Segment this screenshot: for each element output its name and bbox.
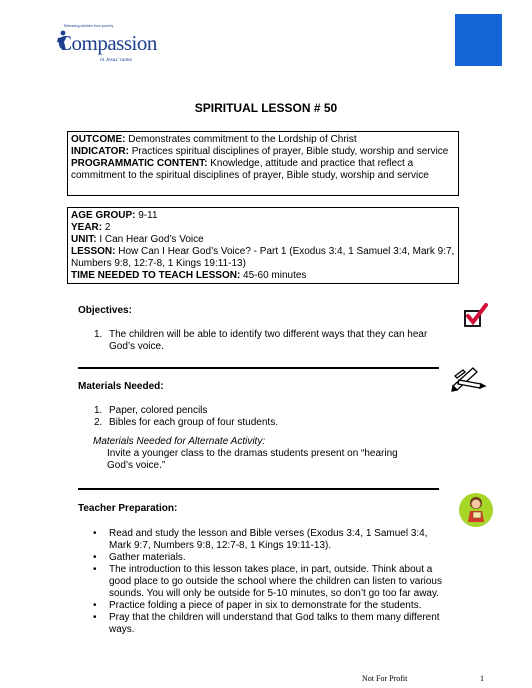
age-value: 9-11 (135, 210, 158, 221)
list-item (78, 600, 450, 612)
teacher-prep-section (78, 503, 450, 636)
unit-value: I Can Hear God’s Voice (96, 234, 204, 245)
indicator-line (71, 146, 455, 158)
section-divider (78, 488, 439, 490)
pencils-icon (451, 366, 487, 392)
unit-line (71, 234, 455, 246)
indicator-text: Practices spiritual disciplines of prayer, Bible study, worship and service (128, 146, 449, 157)
materials-section (78, 381, 440, 472)
bullet: • (93, 564, 97, 575)
lesson-label: LESSON: (71, 246, 116, 257)
outcome-line (71, 134, 455, 146)
year-value: 2 (102, 222, 111, 233)
alt-materials-heading: Materials Needed for Alternate Activity: (93, 436, 266, 447)
teacher-prep-heading: Teacher Preparation: (78, 503, 178, 514)
content-label: PROGRAMMATIC CONTENT: (71, 158, 208, 169)
list-number: 1. (94, 329, 103, 340)
teacher-icon (458, 492, 494, 528)
objective-text: The children will be able to identify two different ways that they can hear God’s voice. (109, 329, 428, 352)
lesson-line (71, 246, 455, 270)
outcome-label: OUTCOME: (71, 134, 126, 145)
content-text: Knowledge, attitude and practice that reflect a commitment to the spiritual disciplines of prayer, Bible study, worship and service (71, 158, 429, 181)
lesson-value: How Can I Hear God’s Voice? - Part 1 (Exodus 3:4, 1 Samuel 3:4, Mark 9:7, Numbers 9:8, 12:7-8, 1 Kings 19:11-13) (71, 246, 455, 269)
list-number: 1. (94, 405, 103, 416)
prep-text: Practice folding a piece of paper in six to demonstrate for the students. (109, 600, 422, 611)
objectives-heading: Objectives: (78, 305, 132, 316)
list-item (78, 405, 440, 417)
list-item (78, 528, 439, 552)
year-label: YEAR: (71, 222, 103, 233)
logo-tagline: in Jesus' name (100, 57, 133, 63)
brand-color-block (455, 14, 502, 66)
list-item (78, 564, 450, 600)
time-label: TIME NEEDED TO TEACH LESSON: (71, 270, 241, 281)
time-value: 45-60 minutes (240, 270, 307, 281)
bullet: • (93, 600, 97, 611)
compassion-logo (56, 24, 166, 68)
bullet: • (93, 528, 97, 539)
outcome-text: Demonstrates commitment to the Lordship of Christ (125, 134, 357, 145)
objectives-section (78, 305, 440, 353)
material-text: Bibles for each group of four students. (109, 417, 278, 428)
age-line (71, 210, 455, 222)
materials-heading: Materials Needed: (78, 381, 164, 392)
list-item (78, 552, 450, 564)
checkbox-icon (462, 303, 488, 329)
prep-text: Gather materials. (109, 552, 186, 563)
bullet: • (93, 612, 97, 623)
footer-note: Not For Profit (362, 674, 408, 683)
prep-text: The introduction to this lesson takes place, in part, outside. Think about a good place to go outside the school where the children can listen to various sounds. You will only be outside for 5-10 minutes, so don’t go too far away. (109, 564, 442, 599)
indicator-label: INDICATOR: (71, 146, 129, 157)
list-item (78, 417, 440, 429)
list-item (78, 612, 450, 636)
logo-small-text: Releasing children from poverty (64, 24, 114, 28)
lesson-info-box (67, 207, 459, 284)
bullet: • (93, 552, 97, 563)
age-label: AGE GROUP: (71, 210, 136, 221)
logo-wordmark: Compassion (58, 31, 157, 55)
outcome-box (67, 131, 459, 196)
prep-text: Pray that the children will understand that God talks to them many different ways. (109, 612, 440, 635)
section-divider (78, 367, 439, 369)
time-line (71, 270, 455, 282)
unit-label: UNIT: (71, 234, 97, 245)
list-item (78, 329, 440, 353)
material-text: Paper, colored pencils (109, 405, 208, 416)
list-number: 2. (94, 417, 103, 428)
content-line (71, 158, 455, 182)
page-title: SPIRITUAL LESSON # 50 (194, 101, 338, 115)
page-number: 1 (480, 674, 484, 683)
alt-materials-text: Invite a younger class to the dramas students present on “hearing God’s voice.” (107, 448, 398, 471)
prep-text: Read and study the lesson and Bible verses (Exodus 3:4, 1 Samuel 3:4, Mark 9:7, Numbers 9:8, 12:7-8, 1 Kings 19:11-13). (109, 528, 428, 551)
year-line (71, 222, 455, 234)
